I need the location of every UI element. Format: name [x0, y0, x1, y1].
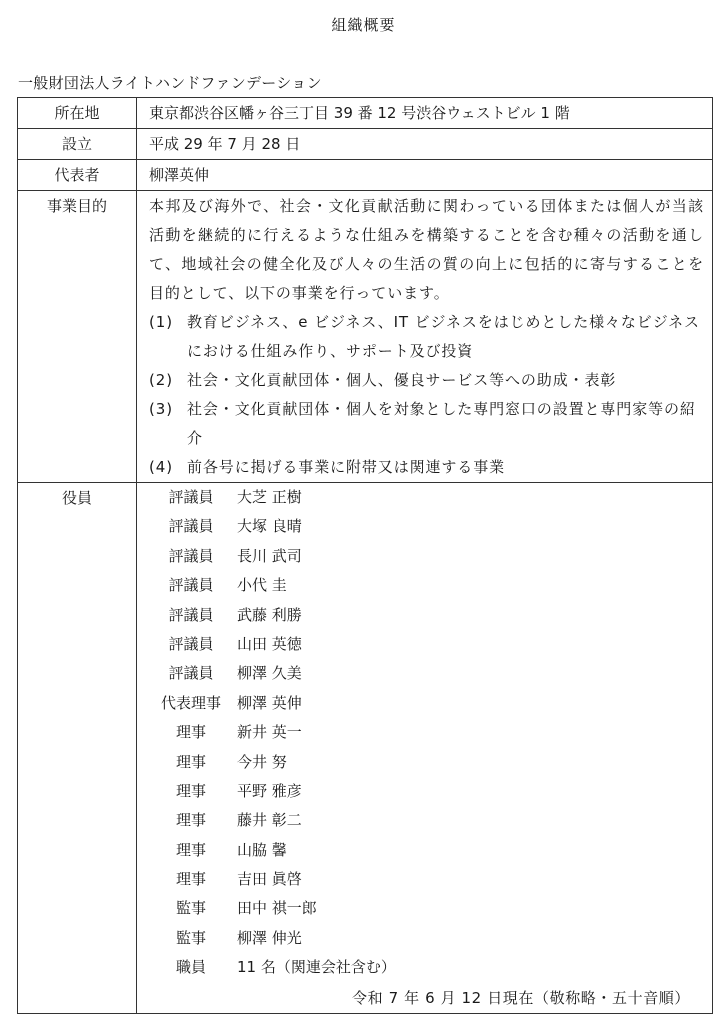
officer-role: 監事 — [175, 928, 206, 947]
purpose-item-text: 社会・文化貢献団体・個人、優良サービス等への助成・表彰 — [187, 371, 617, 389]
officer-row — [149, 659, 704, 688]
organization-table — [17, 97, 713, 1014]
officer-name: 柳澤 伸光 — [237, 928, 302, 947]
officer-name: 吉田 眞啓 — [237, 870, 302, 889]
officer-row — [149, 836, 704, 865]
officer-row — [149, 924, 704, 953]
officer-role: 職員 — [175, 958, 206, 977]
purpose-item-text: 前各号に掲げる事業に附帯又は関連する事業 — [187, 458, 506, 476]
officer-role: 理事 — [175, 723, 206, 742]
organization-name: 一般財団法人ライトハンドファンデーション — [18, 74, 322, 92]
officer-name: 山脇 馨 — [237, 840, 287, 859]
officer-role: 評議員 — [168, 488, 214, 506]
officer-name: 藤井 彰二 — [237, 811, 302, 830]
purpose-item-text: 社会・文化貢献団体・個人を対象とした専門窓口の設置と専門家等の紹介 — [187, 400, 696, 447]
purpose-item — [149, 395, 704, 453]
officer-row — [149, 718, 704, 747]
officer-row — [149, 601, 704, 630]
officer-row — [149, 777, 704, 806]
table-row-purpose — [18, 191, 713, 483]
purpose-item-number: (1) — [149, 313, 173, 331]
officer-name: 平野 雅彦 — [237, 781, 302, 800]
officer-role: 理事 — [175, 752, 206, 771]
table-row-representative — [18, 160, 713, 191]
officer-row — [149, 542, 704, 571]
document-title: 組織概要 — [331, 16, 396, 34]
officer-role: 評議員 — [168, 517, 214, 536]
established-value: 平成 29 年 7 月 28 日 — [137, 129, 713, 160]
address-label: 所在地 — [18, 98, 137, 129]
officer-name: 武藤 利勝 — [237, 605, 302, 624]
officer-role: 監事 — [175, 899, 206, 918]
officer-row — [149, 953, 704, 982]
officer-name: 大芝 正樹 — [237, 488, 302, 506]
officer-row — [149, 894, 704, 923]
table-row-address — [18, 98, 713, 129]
purpose-item — [149, 453, 704, 482]
officer-role: 評議員 — [168, 546, 214, 565]
officer-row — [149, 689, 704, 718]
representative-label: 代表者 — [18, 160, 137, 191]
officer-role: 評議員 — [168, 605, 214, 624]
officer-row — [149, 748, 704, 777]
officer-row — [149, 630, 704, 659]
officer-name: 新井 英一 — [237, 723, 302, 742]
officer-name: 長川 武司 — [237, 546, 302, 565]
officer-name: 11 名（関連会社含む） — [237, 958, 396, 977]
officer-role: 理事 — [175, 781, 206, 800]
officers-label: 役員 — [18, 483, 137, 1014]
officers-cell — [137, 483, 713, 1014]
officer-name: 柳澤 久美 — [237, 664, 302, 683]
officer-role: 理事 — [175, 840, 206, 859]
officer-role: 代表理事 — [160, 693, 221, 712]
purpose-cell — [137, 191, 713, 483]
table-row-established — [18, 129, 713, 160]
officer-row — [149, 512, 704, 541]
officer-role: 評議員 — [168, 634, 214, 653]
officer-name: 柳澤 英伸 — [237, 693, 302, 712]
officer-role: 評議員 — [168, 664, 214, 683]
officer-row — [149, 865, 704, 894]
established-label: 設立 — [18, 129, 137, 160]
address-value: 東京都渋谷区幡ヶ谷三丁目 39 番 12 号渋谷ウェストビル 1 階 — [137, 98, 713, 129]
officer-name: 山田 英徳 — [237, 634, 302, 653]
representative-value: 柳澤英伸 — [137, 160, 713, 191]
table-row-officers — [18, 483, 713, 1014]
officer-name: 大塚 良晴 — [237, 517, 302, 536]
officer-row — [149, 571, 704, 600]
officer-name: 今井 努 — [237, 752, 287, 771]
officer-role: 理事 — [175, 811, 206, 830]
officer-name: 小代 圭 — [237, 576, 287, 595]
purpose-label: 事業目的 — [18, 191, 137, 483]
purpose-item — [149, 308, 704, 366]
as-of-date: 令和 7 年 6 月 12 日現在（敬称略・五十音順） — [352, 988, 690, 1007]
officer-name: 田中 祺一郎 — [237, 899, 317, 918]
officer-role: 評議員 — [168, 576, 214, 595]
officer-row — [149, 483, 704, 512]
officer-role: 理事 — [175, 870, 206, 889]
purpose-item-text: 教育ビジネス、e ビジネス、IT ビジネスをはじめとした様々なビジネスにおける仕組み作り、サポート及び投資 — [187, 313, 700, 360]
purpose-item — [149, 366, 704, 395]
purpose-item-number: (3) — [149, 400, 173, 418]
purpose-item-number: (4) — [149, 458, 173, 476]
purpose-item-number: (2) — [149, 371, 173, 389]
officer-row — [149, 806, 704, 835]
purpose-paragraph: 本邦及び海外で、社会・文化貢献活動に関わっている団体または個人が当該活動を継続的に行えるような仕組みを構築することを含む種々の活動を通して、地域社会の健全化及び人々の生活の質の向上に包括的に寄与することを目的として、以下の事業を行っています。 — [149, 197, 704, 302]
